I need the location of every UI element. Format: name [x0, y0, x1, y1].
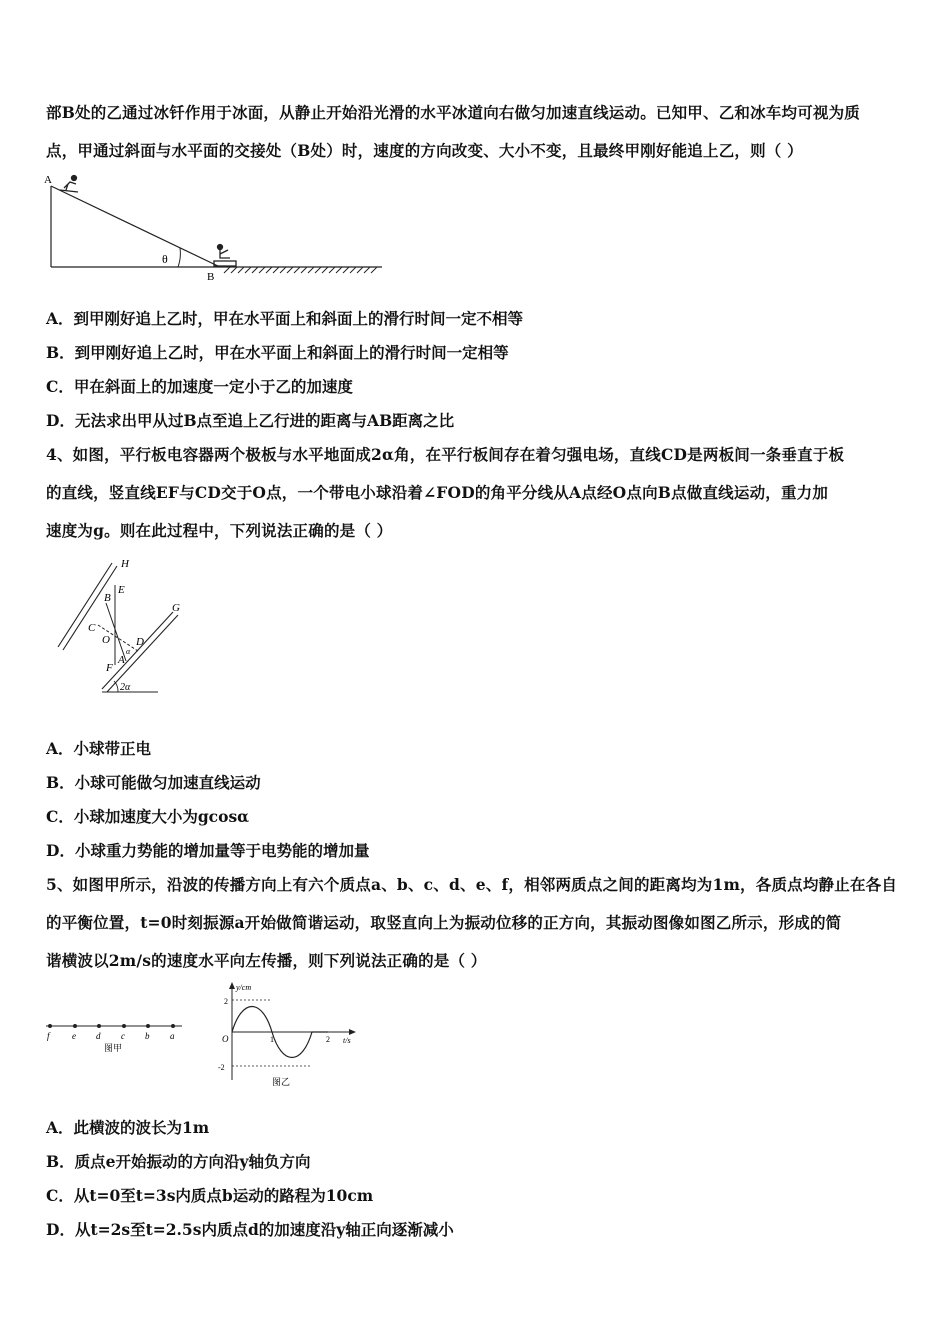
point-e: e [72, 1031, 76, 1041]
q4-text-line-2: 的直线，竖直线EF与CD交于O点，一个带电小球沿着∠FOD的角平分线从A点经O点向B点做直线运动，重力加 [46, 483, 829, 502]
label-f: F [106, 662, 113, 674]
q4-option-a: A．小球带正电 [46, 739, 152, 758]
q3-option-a: A．到甲刚好追上乙时，甲在水平面上和斜面上的滑行时间一定不相等 [46, 309, 524, 328]
point-d: d [96, 1031, 101, 1041]
caption-yi: 图乙 [272, 1077, 291, 1087]
label-c: C [88, 622, 96, 634]
q4-option-d: D．小球重力势能的增加量等于电势能的增加量 [46, 841, 370, 860]
skater-jia-icon [60, 176, 78, 193]
t1-label: 1 [270, 1035, 274, 1044]
q3-text-line-1: 部B处的乙通过冰钎作用于冰面，从静止开始沿光滑的水平冰道向右做匀加速直线运动。已知甲、乙和冰车均可视为质 [46, 103, 861, 122]
point-a-label: A [44, 174, 52, 186]
label-alpha: α [126, 647, 131, 656]
y-axis-label: y/cm [236, 983, 252, 992]
t2-label: 2 [326, 1035, 330, 1044]
q5-text-line-1: 5、如图甲所示，沿波的传播方向上有六个质点a、b、c、d、e、f，相邻两质点之间的距离均为1m，各质点均静止在各自 [46, 875, 898, 894]
q5-option-a: A．此横波的波长为1m [46, 1118, 210, 1137]
point-b-label: B [207, 271, 215, 283]
label-e: E [118, 584, 125, 596]
q3-option-d: D．无法求出甲从过B点至追上乙行进的距离与AB距离之比 [46, 411, 455, 430]
theta-label: θ [162, 252, 168, 266]
label-d: D [136, 636, 144, 648]
q5-option-d: D．从t=2s至t=2.5s内质点d的加速度沿y轴正向逐渐减小 [46, 1220, 454, 1239]
q5-text-line-2: 的平衡位置，t=0时刻振源a开始做简谐运动，取竖直向上为振动位移的正方向，其振动图像如图乙所示，形成的简 [46, 913, 842, 932]
label-g: G [172, 602, 180, 614]
label-a: A [118, 654, 125, 666]
x-axis-label: t/s [343, 1036, 351, 1045]
point-f: f [47, 1031, 50, 1041]
skater-yi-icon [214, 245, 236, 267]
q5-option-b: B．质点e开始振动的方向沿y轴负方向 [46, 1152, 311, 1171]
q5-option-c: C．从t=0至t=3s内质点b运动的路程为10cm [46, 1186, 374, 1205]
label-2alpha: 2α [120, 682, 131, 693]
point-b: b [145, 1031, 150, 1041]
point-c: c [121, 1031, 125, 1041]
caption-jia: 图甲 [104, 1043, 123, 1053]
label-o: O [102, 634, 110, 646]
y-min-label: -2 [218, 1063, 225, 1072]
q4-option-c: C．小球加速度大小为gcosα [46, 807, 250, 826]
figure-yi [212, 980, 362, 1090]
label-b: B [104, 592, 111, 604]
point-a: a [170, 1031, 175, 1041]
origin-label: O [222, 1034, 229, 1044]
q3-option-b: B．到甲刚好追上乙时，甲在水平面上和斜面上的滑行时间一定相等 [46, 343, 509, 362]
q4-text-line-1: 4、如图，平行板电容器两个极板与水平地面成2α角，在平行板间存在着匀强电场，直线CD是两板间一条垂直于板 [46, 445, 845, 464]
q4-option-b: B．小球可能做匀加速直线运动 [46, 773, 261, 792]
capacitor-figure [40, 555, 200, 700]
q5-text-line-3: 谐横波以2m/s的速度水平向左传播，则下列说法正确的是（ ） [46, 951, 487, 970]
figure-jia [42, 1015, 187, 1060]
incline-figure [40, 170, 390, 285]
label-h: H [121, 558, 129, 570]
y-max-label: 2 [224, 997, 228, 1006]
q3-option-c: C．甲在斜面上的加速度一定小于乙的加速度 [46, 377, 353, 396]
q4-text-line-3: 速度为g。则在此过程中，下列说法正确的是（ ） [46, 521, 393, 540]
q3-text-line-2: 点，甲通过斜面与水平面的交接处（B处）时，速度的方向改变、大小不变，且最终甲刚好能追上乙，则（ ） [46, 141, 803, 160]
